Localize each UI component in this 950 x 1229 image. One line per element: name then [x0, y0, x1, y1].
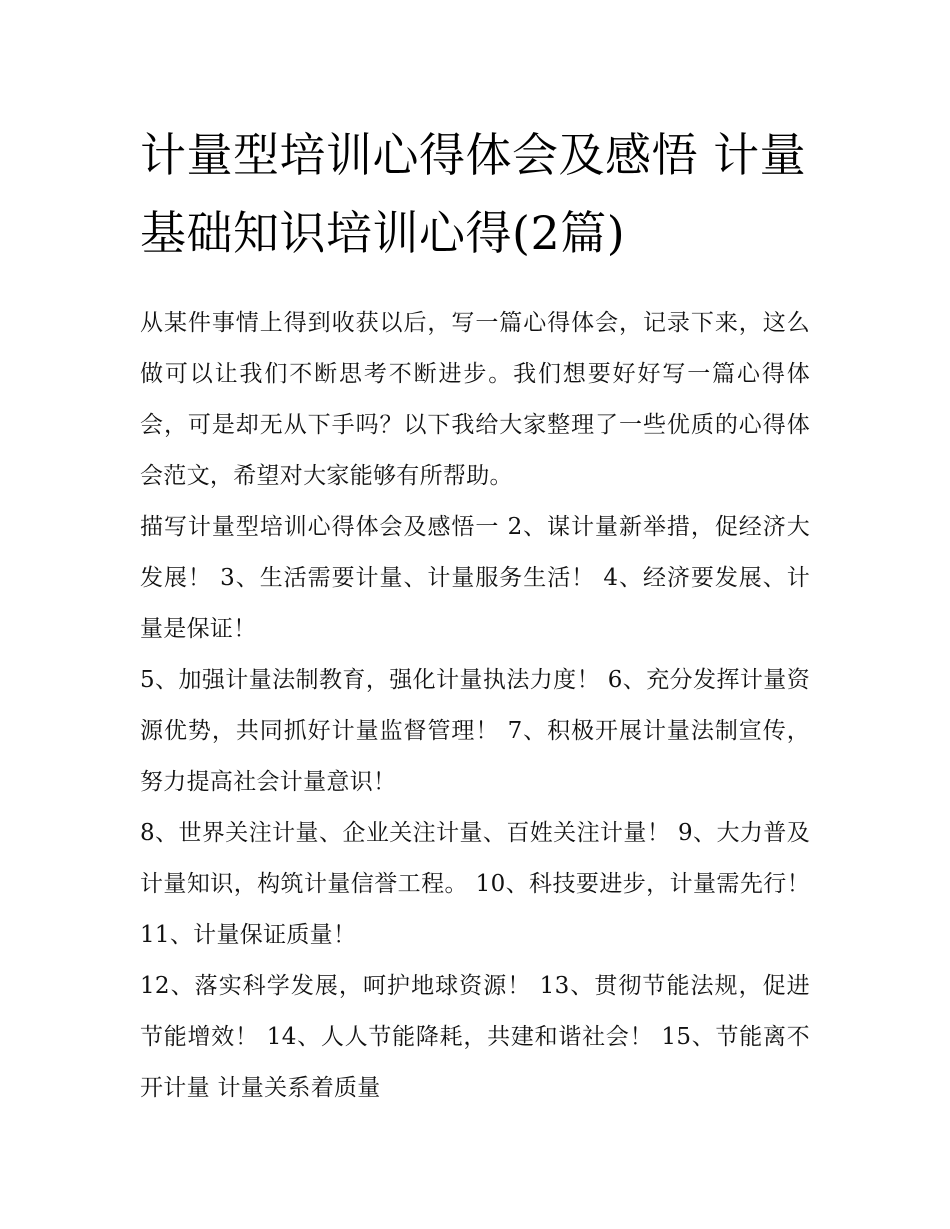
slogan-paragraph-3: 8、世界关注计量、企业关注计量、百姓关注计量！ 9、大力普及计量知识，构筑计量信誉工程。 10、科技要进步，计量需先行！ 11、计量保证质量！: [140, 820, 810, 948]
document-page: [140, 116, 810, 1114]
intro-paragraph: 从某件事情上得到收获以后，写一篇心得体会，记录下来，这么做可以让我们不断思考不断进步。我们想要好好写一篇心得体会，可是却无从下手吗？以下我给大家整理了一些优质的心得体会范文，希望对大家能够有所帮助。: [140, 310, 810, 489]
slogan-paragraph-1: 描写计量型培训心得体会及感悟一 2、谋计量新举措，促经济大发展！ 3、生活需要计量、计量服务生活！ 4、经济要发展、计量是保证！: [140, 514, 810, 642]
slogan-paragraph-4: 12、落实科学发展，呵护地球资源！ 13、贯彻节能法规，促进节能增效！ 14、人人节能降耗，共建和谐社会！ 15、节能离不开计量 计量关系着质量: [140, 973, 810, 1101]
document-title: 计量型培训心得体会及感悟 计量基础知识培训心得(2篇): [140, 128, 807, 260]
slogan-paragraph-2: 5、加强计量法制教育，强化计量执法力度！ 6、充分发挥计量资源优势，共同抓好计量监督管理！ 7、积极开展计量法制宣传，努力提高社会计量意识！: [140, 667, 810, 795]
